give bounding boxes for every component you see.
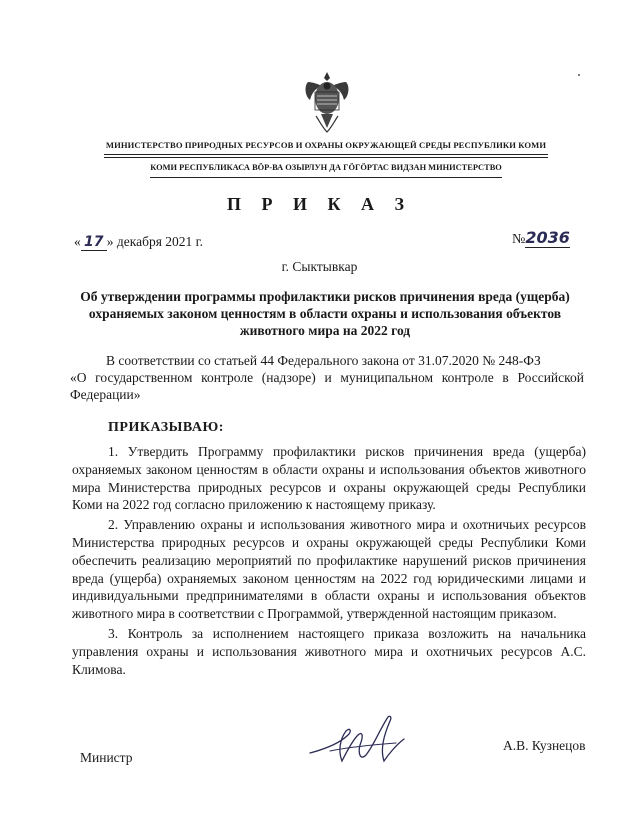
preamble-line-1: В соответствии со статьей 44 Федерального закона от 31.07.2020 № 248-ФЗ — [106, 353, 541, 368]
signatory-title: Министр — [80, 750, 133, 765]
preamble-line-2: «О государственном контроле (надзоре) и муниципальном контроле в Российской Федерации» — [70, 370, 584, 402]
number-prefix: № — [512, 232, 526, 247]
preamble — [70, 352, 584, 403]
document-title: П Р И К А З — [226, 194, 413, 214]
komi-coat-of-arms-icon — [302, 70, 352, 136]
order-item-1: 1. Утвердить Программу профилактики рисков причинения вреда (ущерба) охраняемых законом ценностям в области охраны и использования объектов животного мира Министерства природных ресурсов и охраны окружающей среды Республики Коми на 2022 год согласно приложению к настоящему приказу. — [72, 444, 586, 513]
date-month-year: » декабря 2021 г. — [106, 234, 204, 249]
order-word: ПРИКАЗЫВАЮ: — [108, 420, 224, 435]
date-day-handwritten: 17 — [81, 234, 107, 251]
date-open-quote: « — [74, 234, 81, 249]
order-items — [72, 443, 586, 680]
header-rule-bottom — [150, 177, 502, 178]
order-item-3: 3. Контроль за исполнением настоящего приказа возложить на начальника управления охраны и использования животного мира и охотничьих ресурсов А.С. Климова. — [72, 625, 586, 677]
document-number — [512, 228, 570, 248]
handwritten-signature-icon — [300, 705, 420, 775]
ministry-name-komi: КОМИ РЕСПУБЛИКАСА ВӦР-ВА ОЗЫРЛУН ДА ГӦГӦРТАС ВИДЗАН МИНИСТЕРСТВО — [150, 163, 502, 172]
ministry-name-russian: МИНИСТЕРСТВО ПРИРОДНЫХ РЕСУРСОВ И ОХРАНЫ ОКРУЖАЮЩЕЙ СРЕДЫ РЕСПУБЛИКИ КОМИ — [105, 140, 547, 150]
order-item-2: 2. Управлению охраны и использования животного мира и охотничьих ресурсов Министерства природных ресурсов и охраны окружающей среды Республики Коми обеспечить реализацию мероприятий по профилактике нарушений рисков причинения вреда (ущерба) охраняемых законом ценностям на 2022 год юридическими лицами и индивидуальными предпринимателями в области охраны и использования объектов животного мира в соответствии с Программой, утвержденной настоящим приказом. — [72, 517, 586, 622]
document-city: г. Сыктывкар — [281, 259, 358, 274]
scan-dot-icon — [577, 73, 581, 77]
document-date — [74, 234, 203, 251]
number-handwritten: 2036 — [525, 228, 570, 247]
signatory-name: А.В. Кузнецов — [503, 738, 586, 753]
header-rule-thin — [104, 157, 548, 158]
document-heading: Об утверждении программы профилактики рисков причинения вреда (ущерба) охраняемых законом ценностям в области охраны и использования объектов животного мира на 2022 год — [80, 289, 570, 338]
header-rule-top — [104, 154, 548, 155]
